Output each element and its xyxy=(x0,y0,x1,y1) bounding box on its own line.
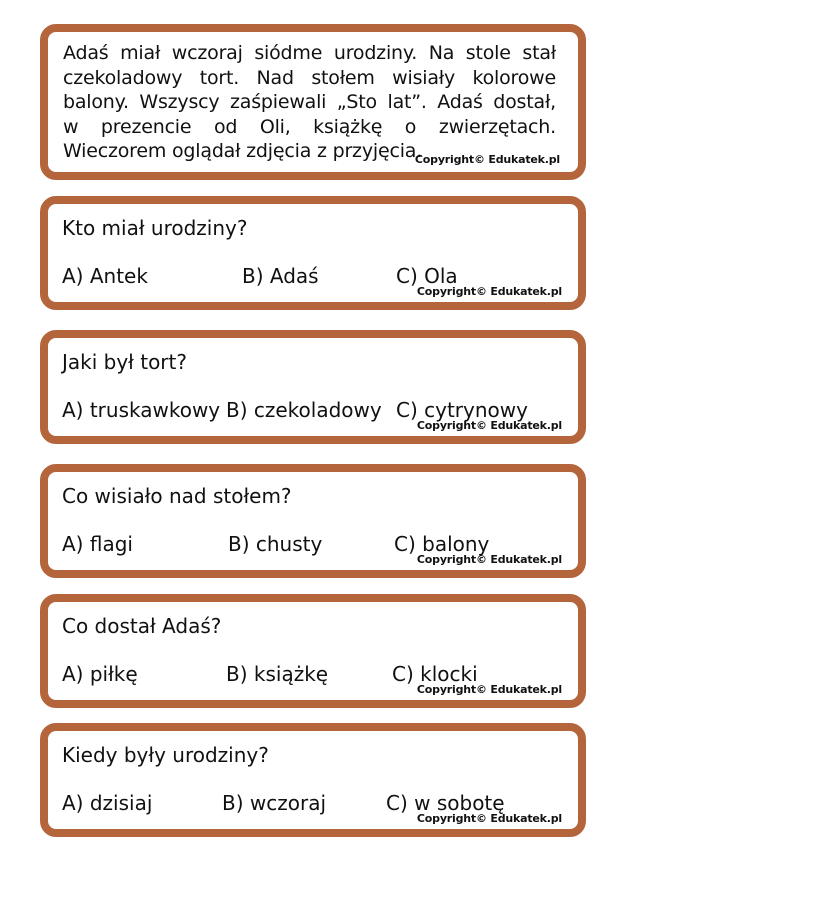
option-c: C) Ola xyxy=(396,264,458,288)
question-card-1 xyxy=(40,196,586,310)
story-text xyxy=(63,41,556,164)
question-card-5 xyxy=(40,723,586,837)
question-text: Kiedy były urodziny? xyxy=(62,743,269,767)
story-line: Adaś miał wczoraj siódme urodziny. Na stole stał xyxy=(63,42,556,64)
question-card-3 xyxy=(40,464,586,578)
question-text: Co dostał Adaś? xyxy=(62,614,222,638)
option-c: C) balony xyxy=(394,532,490,556)
story-line: Wieczorem oglądał zdjęcia z przyjęcia. xyxy=(63,140,423,162)
option-a: A) truskawkowy xyxy=(62,398,221,422)
story-card xyxy=(40,24,586,180)
story-line: balony. Wszyscy zaśpiewali „Sto lat”. Adaś dostał, xyxy=(63,91,556,113)
copyright-label: Copyright© Edukatek.pl xyxy=(416,419,562,432)
story-line: czekoladowy tort. Nad stołem wisiały kolorowe xyxy=(63,66,556,89)
option-c: C) klocki xyxy=(392,662,478,686)
story-line: w prezencie od Oli, książkę o zwierzętach. xyxy=(63,115,556,138)
option-c: C) cytrynowy xyxy=(396,398,528,422)
option-b: B) czekoladowy xyxy=(226,398,382,422)
option-a: A) piłkę xyxy=(62,662,138,686)
copyright-label: Copyright© Edukatek.pl xyxy=(414,153,560,166)
option-b: B) wczoraj xyxy=(222,791,327,815)
option-a: A) flagi xyxy=(62,532,133,556)
question-card-2 xyxy=(40,330,586,444)
option-b: B) książkę xyxy=(226,662,329,686)
option-a: A) dzisiaj xyxy=(62,791,153,815)
option-a: A) Antek xyxy=(62,264,148,288)
question-text: Co wisiało nad stołem? xyxy=(62,484,292,508)
copyright-label: Copyright© Edukatek.pl xyxy=(416,683,562,696)
option-c: C) w sobotę xyxy=(386,791,505,815)
copyright-label: Copyright© Edukatek.pl xyxy=(416,285,562,298)
copyright-label: Copyright© Edukatek.pl xyxy=(416,553,562,566)
question-text: Kto miał urodziny? xyxy=(62,216,248,240)
copyright-label: Copyright© Edukatek.pl xyxy=(416,812,562,825)
question-text: Jaki był tort? xyxy=(62,350,187,374)
option-b: B) Adaś xyxy=(242,264,319,288)
question-card-4 xyxy=(40,594,586,708)
option-b: B) chusty xyxy=(228,532,323,556)
